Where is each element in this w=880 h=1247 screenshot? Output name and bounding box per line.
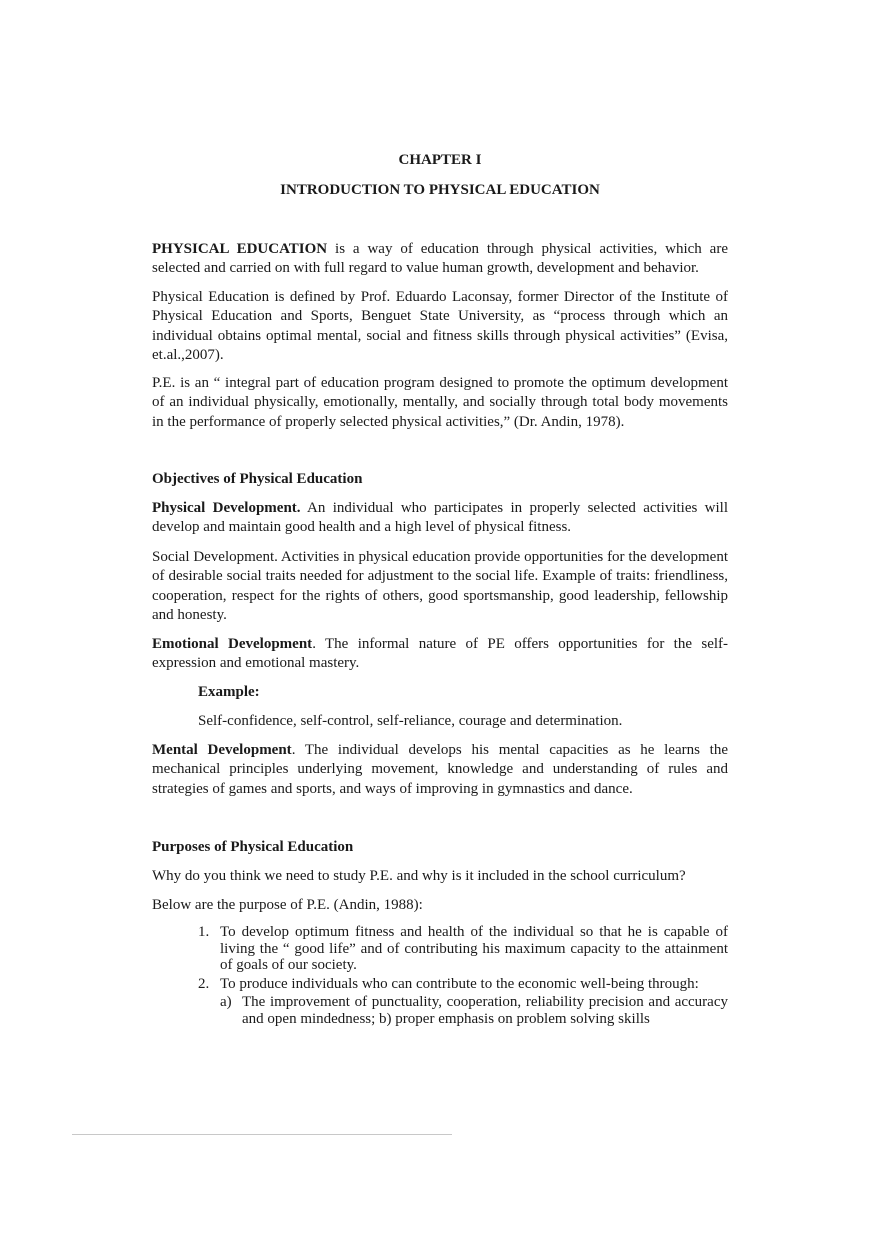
sub-list-item-letter: a) (220, 994, 232, 1010)
emotional-development-text: . The informal nature of PE offers opportunities for the self-expression and emotional mastery. (152, 636, 729, 672)
example-label: Example: (198, 684, 260, 700)
purposes-question: Why do you think we need to study P.E. and why is it included in the school curriculum? (152, 868, 686, 884)
intro-definition: is a way of education through physical activities, which are selected and carried on with full regard to value human growth, development and behavior. (152, 241, 728, 277)
mental-development-term: Mental Development (152, 742, 292, 758)
list-item-number: 1. (198, 924, 210, 940)
emotional-development-term: Emotional Development (152, 636, 313, 652)
emotional-development-paragraph (152, 635, 728, 674)
physical-development-term: Physical Development. (152, 500, 301, 516)
list-item-text: To develop optimum fitness and health of the individual so that he is capable of living the “ good life” and of contributing his maximum capacity to the attainment of goals of our society. (220, 924, 728, 973)
objectives-heading: Objectives of Physical Education (152, 471, 363, 487)
example-text: Self-confidence, self-control, self-reliance, courage and determination. (198, 713, 623, 729)
list-item-text: To produce individuals who can contribute to the economic well-being through: (220, 976, 699, 992)
footnote-separator (72, 1134, 452, 1135)
intro-paragraph-3: P.E. is an “ integral part of education program designed to promote the optimum development of an individual physically, emotionally, mentally, and socially through total body movements in the performance of properly selected physical activities,” (Dr. Andin, 1978). (152, 375, 728, 430)
physical-development-paragraph (152, 499, 728, 538)
list-item-number: 2. (198, 976, 210, 992)
chapter-label: CHAPTER I (398, 152, 482, 168)
purposes-intro: Below are the purpose of P.E. (Andin, 1988): (152, 897, 423, 913)
mental-development-paragraph (152, 741, 728, 799)
physical-development-text: An individual who participates in properly selected activities will develop and maintain good health and a high level of physical fitness. (152, 500, 728, 536)
intro-term: PHYSICAL EDUCATION (152, 241, 328, 257)
social-development-paragraph: Social Development. Activities in physical education provide opportunities for the development of desirable social traits needed for adjustment to the social life. Example of traits: friendliness, cooperation, respect for the rights of others, good sportsmanship, good leadership, fellowship and honesty. (152, 549, 728, 623)
chapter-title: INTRODUCTION TO PHYSICAL EDUCATION (280, 182, 600, 198)
purposes-heading: Purposes of Physical Education (152, 839, 354, 855)
intro-paragraph-1 (152, 240, 728, 279)
mental-development-text: . The individual develops his mental capacities as he learns the mechanical principles underlying movement, knowledge and understanding of rules and strategies of games and sports, and ways of improving in gymnastics and dance. (152, 742, 728, 797)
sub-list-item-text: The improvement of punctuality, cooperation, reliability precision and accuracy and open mindedness; b) proper emphasis on problem solving skills (242, 994, 728, 1027)
intro-paragraph-2: Physical Education is defined by Prof. Eduardo Laconsay, former Director of the Institute of Physical Education and Sports, Benguet State University, as “process through which an individual obtains optimal mental, social and fitness skills through physical activities” (Evisa, et.al.,2007). (152, 289, 728, 363)
